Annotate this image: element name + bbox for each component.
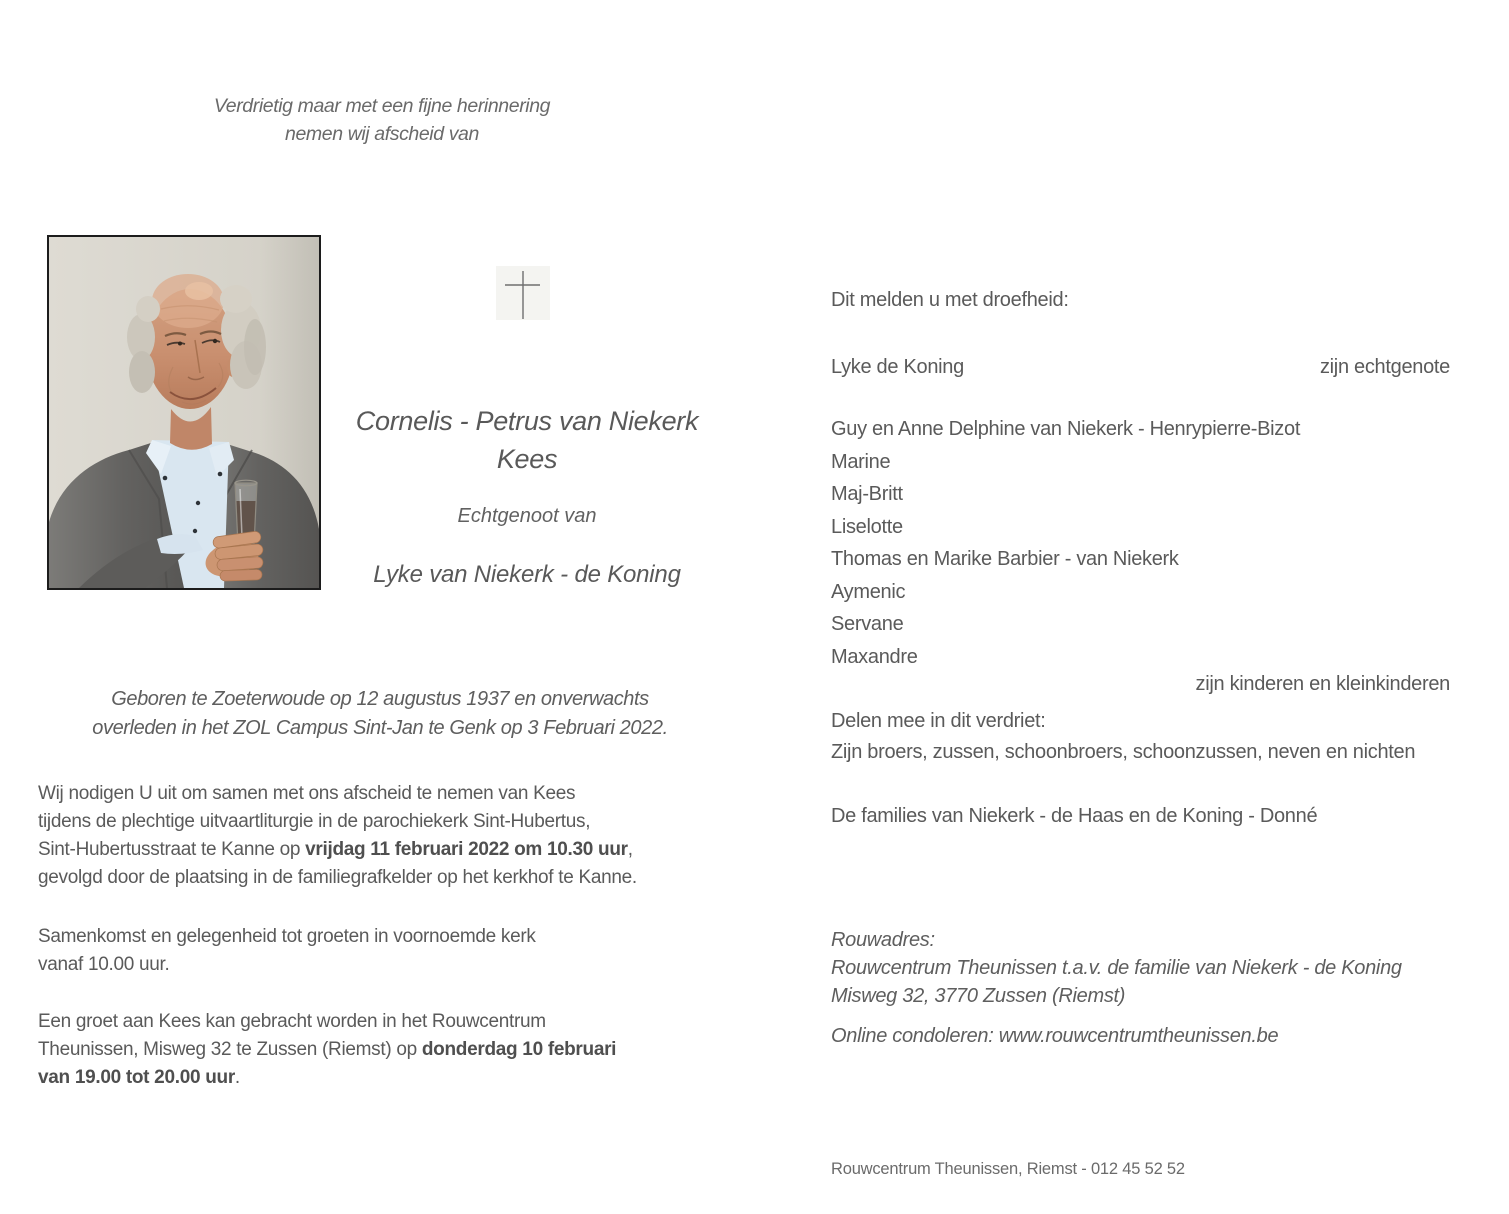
spouse-name: Lyke van Niekerk - de Koning bbox=[373, 561, 681, 588]
funeral-date-bold: vrijdag 11 februari 2022 om 10.30 uur bbox=[305, 839, 628, 860]
mourning-address-line-1: Rouwcentrum Theunissen t.a.v. de familie van Niekerk - de Koning bbox=[831, 957, 1402, 979]
visitation-line-2: Theunissen, Misweg 32 te Zussen (Riemst) op donderdag 10 februari bbox=[38, 1039, 617, 1060]
family-member: Servane bbox=[831, 613, 904, 635]
intro-text bbox=[40, 92, 724, 148]
life-dates bbox=[35, 685, 725, 742]
footer-contact: Rouwcentrum Theunissen, Riemst - 012 45 52 52 bbox=[831, 1160, 1185, 1178]
visitation-date-bold: donderdag 10 februari bbox=[421, 1039, 617, 1060]
family-role: zijn kinderen en kleinkinderen bbox=[1195, 673, 1450, 695]
gathering-paragraph bbox=[38, 923, 744, 979]
invitation-line-1: Wij nodigen U uit om samen met ons afscheid te nemen van Kees bbox=[38, 783, 576, 804]
invitation-line-4: gevolgd door de plaatsing in de familiegrafkelder op het kerkhof te Kanne. bbox=[38, 867, 637, 888]
deceased-nickname: Kees bbox=[496, 444, 558, 474]
family-member: Thomas en Marike Barbier - van Niekerk bbox=[831, 548, 1179, 570]
mourning-address-line-2: Misweg 32, 3770 Zussen (Riemst) bbox=[831, 985, 1126, 1007]
family-list bbox=[831, 413, 1450, 673]
visitation-time-bold: van 19.00 tot 20.00 uur bbox=[38, 1067, 235, 1088]
family-member: Marine bbox=[831, 450, 891, 473]
cross-icon bbox=[496, 266, 550, 322]
gathering-line-1: Samenkomst en gelegenheid tot groeten in voornoemde kerk bbox=[38, 926, 536, 947]
families-line: De families van Niekerk - de Haas en de Koning - Donné bbox=[831, 805, 1318, 827]
invitation-line-2: tijdens de plechtige uitvaartliturgie in de parochiekerk Sint-Hubertus, bbox=[38, 811, 591, 832]
gathering-line-2: vanaf 10.00 uur. bbox=[38, 954, 170, 975]
birth-line: Geboren te Zoeterwoude op 12 augustus 1937 en onverwachts bbox=[111, 688, 649, 710]
grief-heading: Delen mee in dit verdriet: bbox=[831, 710, 1046, 732]
family-member: Liselotte bbox=[831, 515, 903, 538]
family-member: Maxandre bbox=[831, 645, 918, 668]
visitation-line-3: van 19.00 tot 20.00 uur. bbox=[38, 1067, 240, 1088]
online-condolence-line: Online condoleren: www.rouwcentrumtheunissen.be bbox=[831, 1025, 1279, 1047]
deceased-name bbox=[312, 402, 742, 478]
family-member: Maj-Britt bbox=[831, 483, 903, 505]
invitation-line-3: Sint-Hubertusstraat te Kanne op vrijdag 11 februari 2022 om 10.30 uur, bbox=[38, 839, 633, 860]
mourning-address bbox=[831, 926, 1450, 1010]
mourning-address-label: Rouwadres: bbox=[831, 929, 935, 951]
visitation-line-1: Een groet aan Kees kan gebracht worden in het Rouwcentrum bbox=[38, 1011, 546, 1032]
spouse-label: Echtgenoot van bbox=[457, 505, 597, 527]
visitation-paragraph bbox=[38, 1008, 744, 1092]
spouse-row bbox=[831, 353, 1450, 381]
family-member: Aymenic bbox=[831, 580, 906, 603]
intro-line-1: Verdrietig maar met een fijne herinnering bbox=[213, 95, 551, 117]
deceased-full-name: Cornelis - Petrus van Niekerk bbox=[355, 406, 699, 436]
portrait-illustration bbox=[49, 237, 319, 588]
intro-line-2: nemen wij afscheid van bbox=[285, 123, 479, 145]
announcement-heading: Dit melden u met droefheid: bbox=[831, 289, 1069, 311]
announcement-spouse: Lyke de Koning bbox=[831, 356, 964, 378]
death-line: overleden in het ZOL Campus Sint-Jan te Genk op 3 Februari 2022. bbox=[92, 716, 668, 739]
family-member: Guy en Anne Delphine van Niekerk - Henrypierre-Bizot bbox=[831, 418, 1301, 440]
announcement-spouse-role: zijn echtgenote bbox=[1319, 356, 1450, 378]
invitation-paragraph bbox=[38, 780, 744, 892]
portrait-photo bbox=[47, 235, 321, 590]
grief-line: Zijn broers, zussen, schoonbroers, schoonzussen, neven en nichten bbox=[831, 741, 1416, 763]
